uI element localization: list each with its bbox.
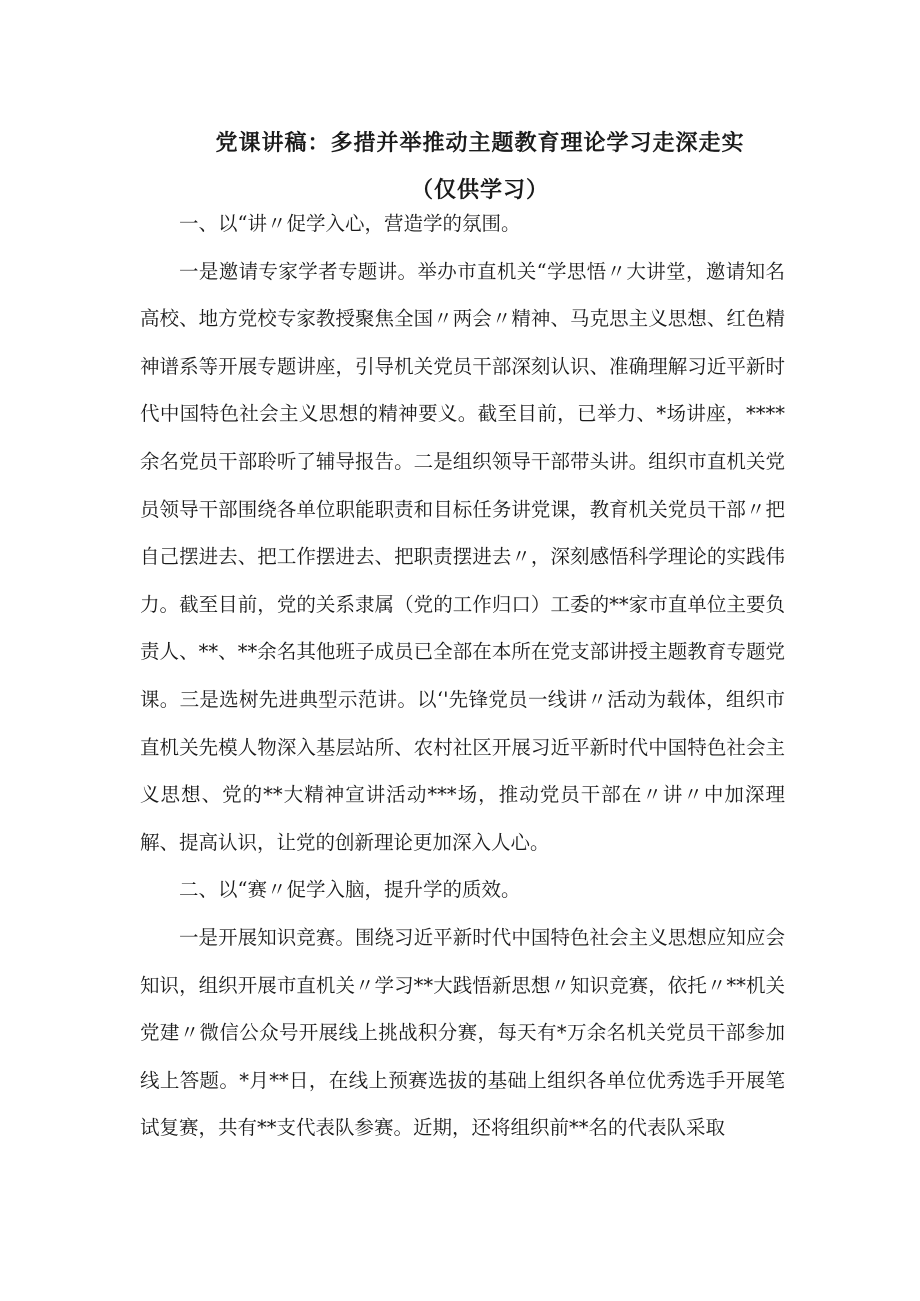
document-title: 党课讲稿：多措并举推动主题教育理论学习走深走实 [215,131,745,156]
section-heading-1: 一、以“讲〃促学入心，营造学的氛围。 [179,212,521,235]
document-subtitle: （仅供学习） [410,178,549,203]
document-body [140,200,785,1152]
paragraph-2: 一是开展知识竞赛。围绕习近平新时代中国特色社会主义思想应知应会知识，组织开展市直机关〃学习**大践悟新思想〃知识竞赛，依托〃**机关党建〃微信公众号开展线上挑战积分赛，每天有*万余名机关党员干部参加线上答题。*月**日，在线上预赛选拔的基础上组织各单位优秀选手开展笔试复赛，共有**支代表队参赛。近期，还将组织前**名的代表队采取 [140,925,785,1140]
section-heading-2: 二、以“赛〃促学入脑，提升学的质效。 [179,878,521,902]
paragraph-1: 一是邀请专家学者专题讲。举办市直机关“学思悟〃大讲堂，邀请知名高校、地方党校专家教授聚焦全国〃两会〃精神、马克思主义思想、红色精神谱系等开展专题讲座，引导机关党员干部深刻认识、准确理解习近平新时代中国特色社会主义思想的精神要义。截至目前，已举力、*场讲座，****余名党员干部聆听了辅导报告。二是组织领导干部带头讲。组织市直机关党员领导干部围绕各单位职能职责和目标任务讲党课，教育机关党员干部〃把自己摆进去、把工作摆进去、把职责摆进去〃，深刻感悟科学理论的实践伟力。截至目前，党的关系隶属（党的工作归口）工委的**家市直单位主要负责人、**、**余名其他班子成员已全部在本所在党支部讲授主题教育专题党课。三是选树先进典型示范讲。以‘'先锋党员一线讲〃活动为载体，组织市直机关先模人物深入基层站所、农村社区开展习近平新时代中国特色社会主义思想、党的**大精神宣讲活动***场，推动党员干部在〃讲〃中加深理解、提高认识，让党的创新理论更加深入人心。 [140,259,785,854]
